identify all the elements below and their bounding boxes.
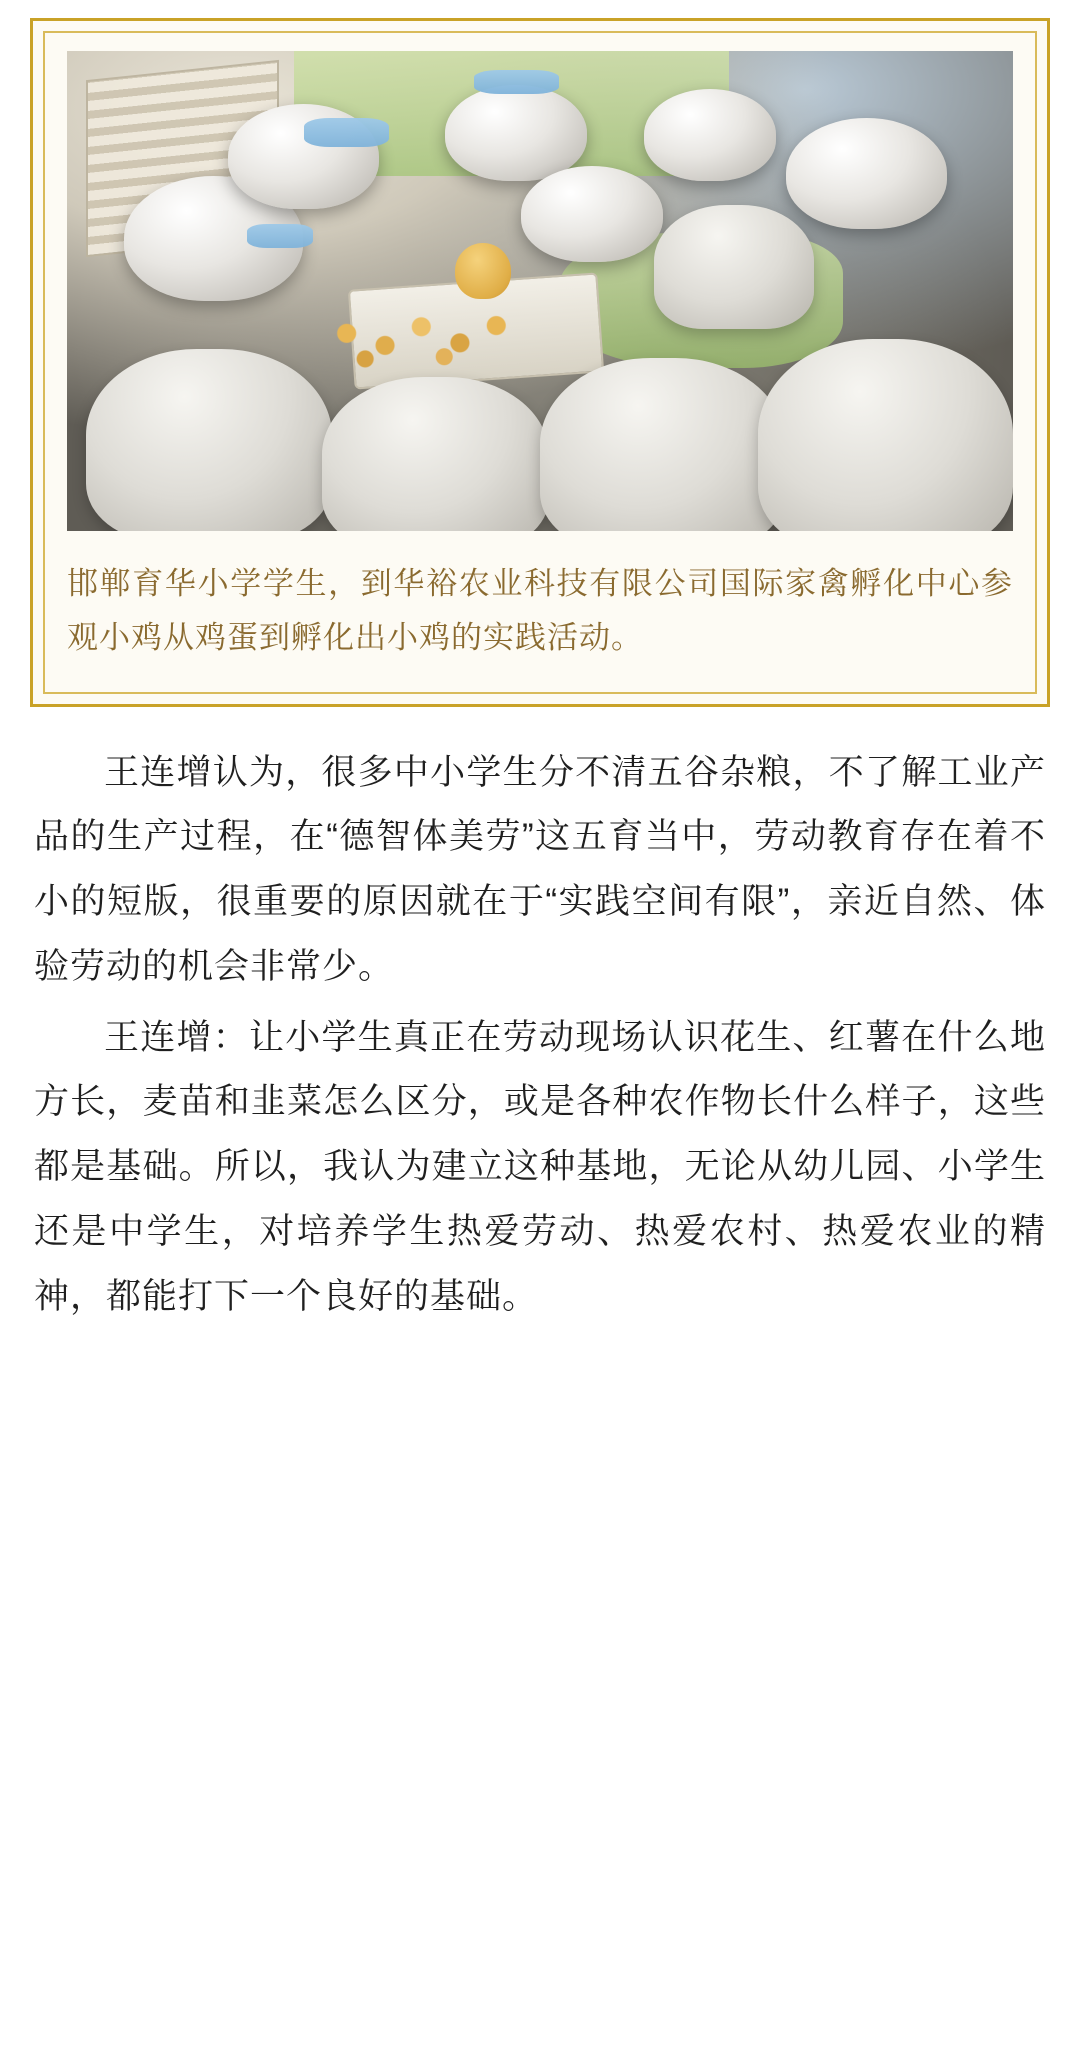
hood-shape [445, 85, 587, 181]
face-mask-shape [247, 224, 313, 248]
article-body [34, 741, 1046, 1330]
protective-suit-shape [758, 339, 1013, 531]
hood-shape [786, 118, 947, 228]
protective-suit-shape [654, 205, 815, 330]
protective-suit-shape [86, 349, 332, 531]
figure-photo [67, 51, 1013, 531]
held-chick-shape [455, 243, 511, 299]
hood-shape [521, 166, 663, 262]
chicks-shape [320, 293, 532, 375]
face-mask-shape [474, 70, 559, 94]
hood-shape [644, 89, 776, 180]
article-paragraph: 王连增：让小学生真正在劳动现场认识花生、红薯在什么地方长，麦苗和韭菜怎么区分，或是各种农作物长什么样子，这些都是基础。所以，我认为建立这种基地，无论从幼儿园、小学生还是中学生，对培养学生热爱劳动、热爱农村、热爱农业的精神，都能打下一个良好的基础。 [34, 1017, 1046, 1316]
article-paragraph: 王连增认为，很多中小学生分不清五谷杂粮，不了解工业产品的生产过程，在“德智体美劳”这五育当中，劳动教育存在着不小的短版，很重要的原因就在于“实践空间有限”，亲近自然、体验劳动的机会非常少。 [34, 752, 1046, 986]
figure-caption: 邯郸育华小学学生，到华裕农业科技有限公司国际家禽孵化中心参观小鸡从鸡蛋到孵化出小鸡的实践活动。 [67, 566, 1013, 656]
figure-inner-frame [43, 31, 1037, 694]
protective-suit-shape [322, 377, 549, 531]
protective-suit-shape [540, 358, 786, 531]
figure-card [30, 18, 1050, 707]
article-page [0, 18, 1080, 2059]
face-mask-shape [304, 118, 389, 147]
